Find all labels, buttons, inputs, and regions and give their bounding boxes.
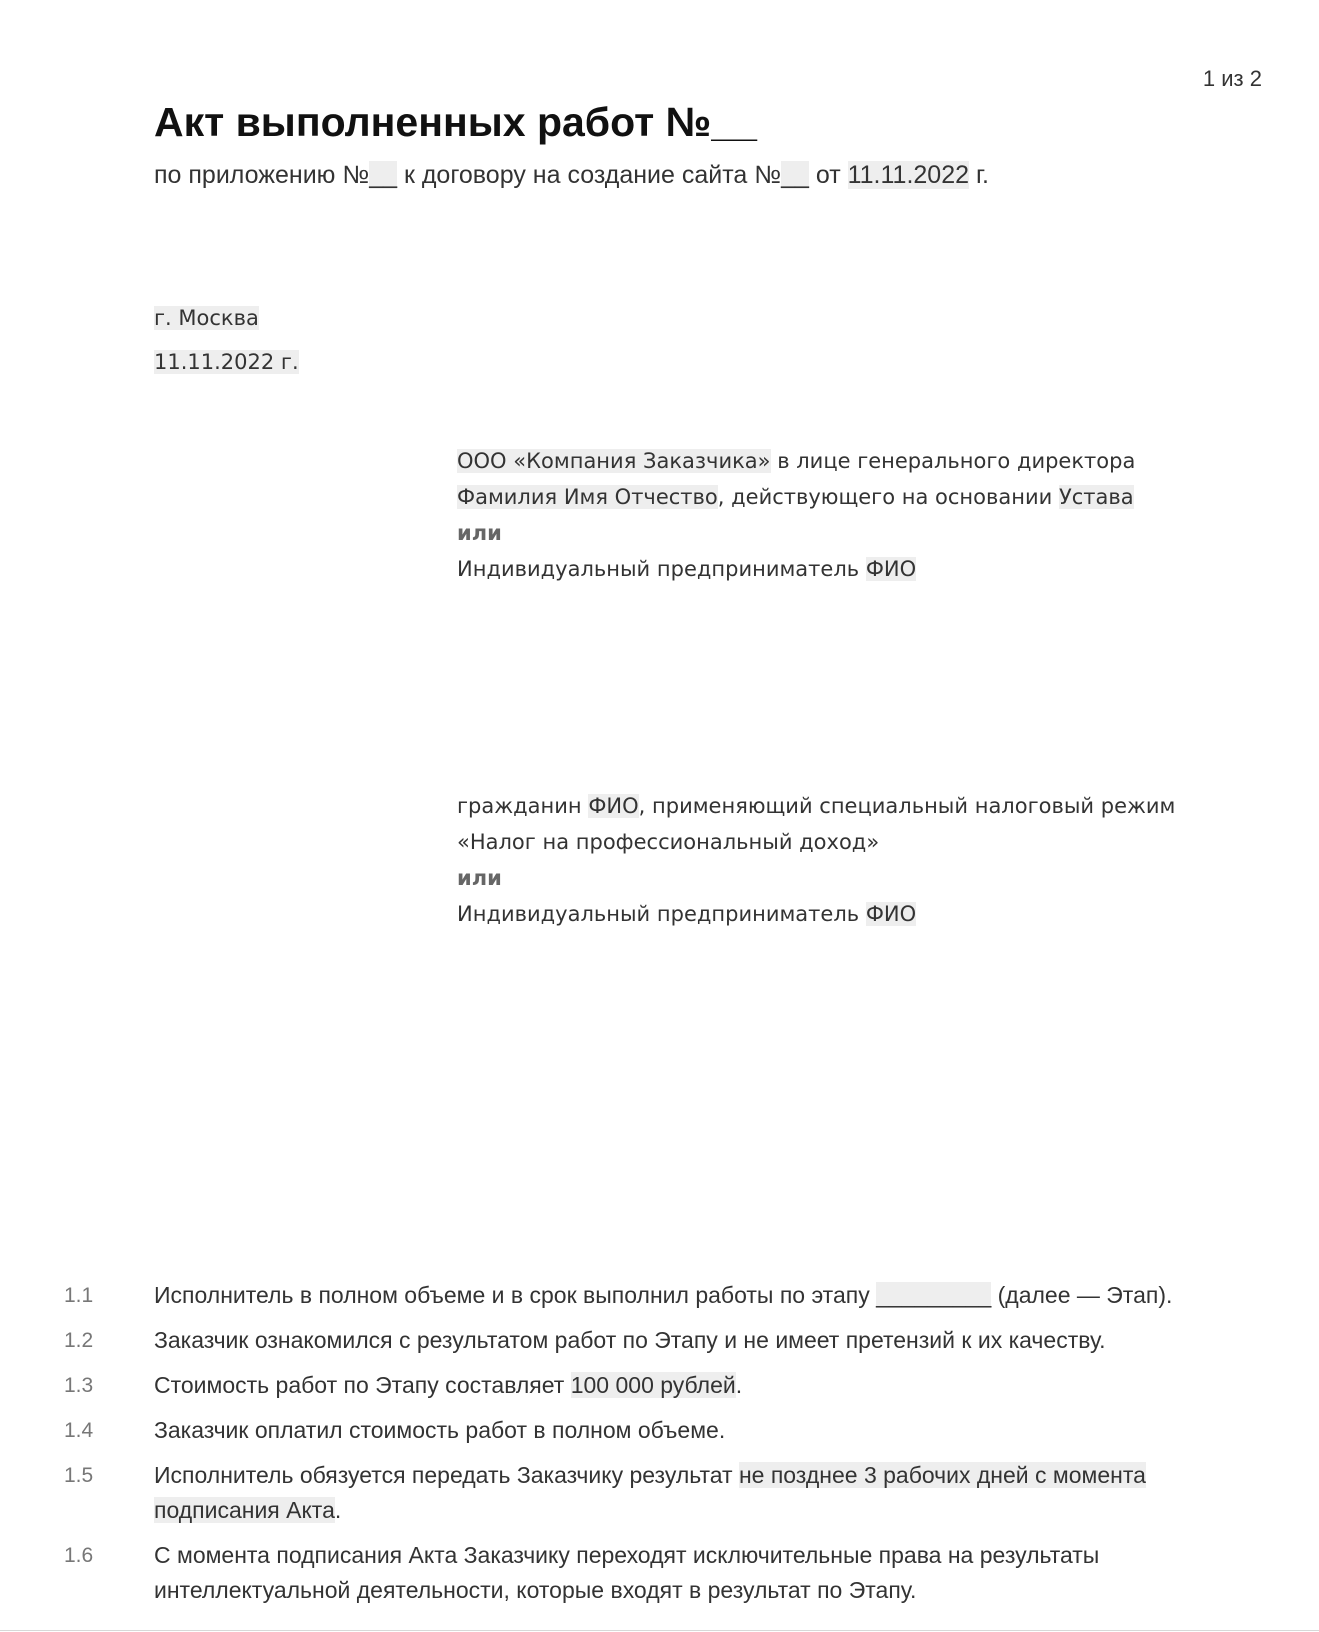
contractor-name: ФИО (588, 794, 639, 818)
clause-highlight: 100 000 рублей (570, 1372, 736, 1398)
clause-text-part: Заказчик ознакомился с результатом работ по Этапу и не имеет претензий к их качеству. (154, 1327, 1106, 1353)
customer-text: , действующего на основании (717, 485, 1059, 509)
clause-text-part: Заказчик оплатил стоимость работ в полном объеме. (154, 1417, 726, 1443)
customer-basis: Устава (1058, 485, 1134, 509)
clause-text (154, 1368, 1224, 1403)
contractor-or-label: или (457, 866, 502, 890)
contractor-line-1 (457, 788, 1175, 824)
customer-ip-name: ФИО (865, 557, 917, 581)
customer-ip-label: Индивидуальный предприниматель (457, 557, 866, 581)
act-date-field (154, 350, 299, 374)
contractor-tax-regime: «Налог на профессиональный доход» (457, 830, 880, 854)
document-title: Акт выполненных работ №__ (154, 99, 757, 145)
customer-text: в лице генерального директора (770, 449, 1136, 473)
clause-text-part: Исполнитель в полном объеме и в срок выполнил работы по этапу (154, 1282, 877, 1308)
clause-item (0, 1538, 1319, 1608)
customer-line-1 (457, 443, 1135, 479)
document-subtitle (154, 160, 989, 190)
clause-highlight: _________ (876, 1282, 992, 1308)
contractor-ip-name: ФИО (865, 902, 917, 926)
contractor-text: гражданин (457, 794, 589, 818)
contractor-line-ip (457, 896, 1175, 932)
clause-text-part: С момента подписания Акта Заказчику переходят исключительные права на результаты интеллектуальной деятельности, которые входят в результат по Этапу. (154, 1542, 1100, 1603)
subtitle-text: по приложению № (154, 161, 370, 189)
city-value: г. Москва (154, 306, 259, 330)
clause-text (154, 1323, 1224, 1358)
clause-text-part: Исполнитель обязуется передать Заказчику результат (154, 1462, 739, 1488)
clause-text (154, 1278, 1224, 1313)
clause-highlight: не позднее 3 рабочих дней с момента подписания Акта (154, 1462, 1146, 1523)
customer-or-label: или (457, 521, 502, 545)
city-field (154, 306, 259, 330)
clause-number: 1.5 (64, 1464, 94, 1487)
customer-line-2 (457, 479, 1135, 515)
clause-item (0, 1458, 1319, 1528)
contractor-text: , применяющий специальный налоговый режим (638, 794, 1176, 818)
clause-number: 1.4 (64, 1419, 94, 1442)
contract-date-field: 11.11.2022 (847, 161, 970, 189)
contractor-ip-label: Индивидуальный предприниматель (457, 902, 866, 926)
clause-text-part: . (735, 1372, 743, 1398)
subtitle-text: г. (969, 161, 989, 189)
customer-company-name: ООО «Компания Заказчика» (457, 449, 771, 473)
page-bottom-divider (0, 1630, 1319, 1631)
clause-number: 1.2 (64, 1329, 94, 1352)
clause-text (154, 1458, 1224, 1528)
customer-line-ip (457, 551, 1135, 587)
customer-party-block (457, 443, 1135, 587)
clause-text-part: Стоимость работ по Этапу составляет (154, 1372, 571, 1398)
clause-text-part: . (334, 1497, 342, 1523)
clause-text-part: (далее — Этап). (991, 1282, 1173, 1308)
contractor-party-block (457, 788, 1175, 932)
clause-item (0, 1323, 1319, 1358)
clauses-list (0, 1278, 1319, 1618)
clause-number: 1.6 (64, 1544, 94, 1567)
subtitle-text: от (808, 161, 848, 189)
appendix-number-field: __ (369, 161, 398, 189)
act-date-value: 11.11.2022 г. (154, 350, 299, 374)
clause-item (0, 1413, 1319, 1448)
clause-text (154, 1538, 1224, 1608)
clause-item (0, 1368, 1319, 1403)
clause-number: 1.3 (64, 1374, 94, 1397)
clause-number: 1.1 (64, 1284, 94, 1307)
contract-number-field: __ (781, 161, 809, 189)
subtitle-text: к договору на создание сайта № (397, 161, 782, 189)
page-counter: 1 из 2 (1202, 66, 1262, 91)
clause-text (154, 1413, 1224, 1448)
clause-item (0, 1278, 1319, 1313)
customer-director-name: Фамилия Имя Отчество (457, 485, 718, 509)
